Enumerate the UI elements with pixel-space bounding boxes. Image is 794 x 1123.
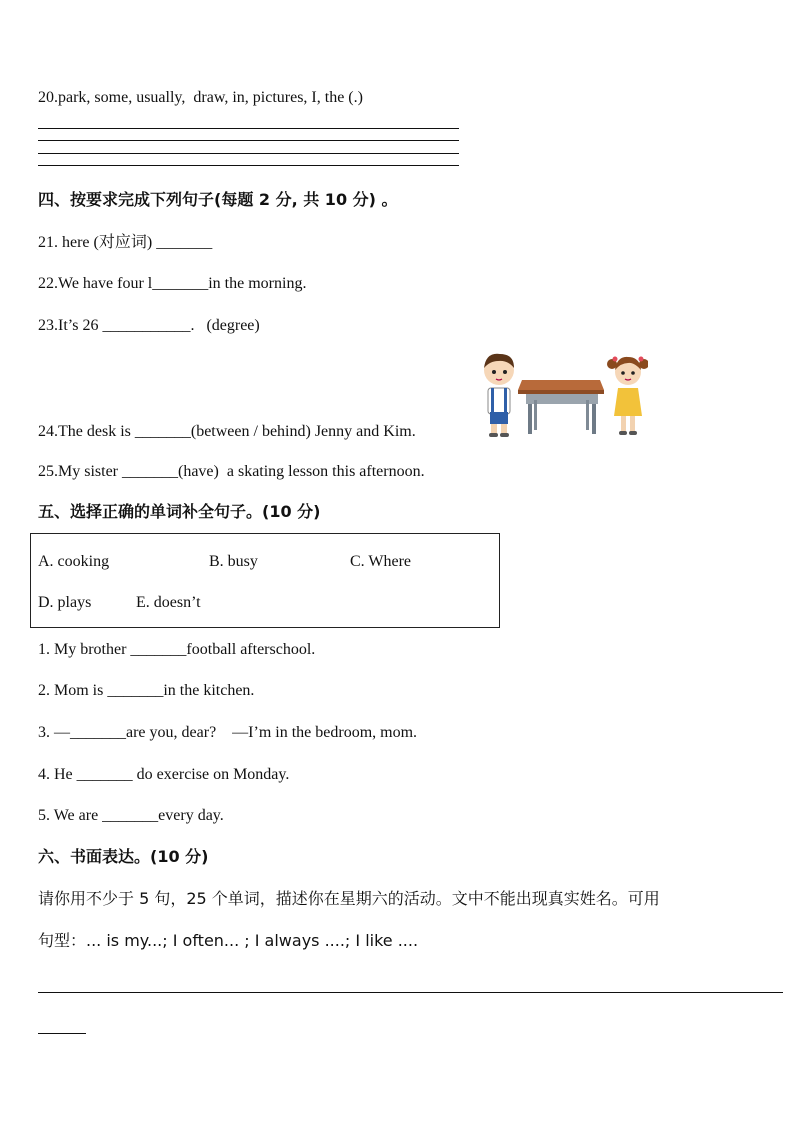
answer-line: [38, 128, 459, 129]
writing-prompt: 请你用不少于 5 句，25 个单词，描述你在星期六的活动。文中不能出现真实姓名。可用: [38, 889, 660, 908]
girl-figure: [607, 357, 648, 436]
section-5-item-5: 5. We are _______every day.: [38, 807, 224, 824]
option-e: E. doesn’t: [136, 594, 201, 611]
section-5-item-2: 2. Mom is _______in the kitchen.: [38, 682, 255, 699]
word-bank-box: [30, 533, 500, 628]
section-5-item-4: 4. He _______ do exercise on Monday.: [38, 766, 290, 783]
answer-line: [38, 165, 459, 166]
option-c: C. Where: [350, 553, 412, 570]
section-4-heading: 四、按要求完成下列句子(每题 2 分, 共 10 分) 。: [38, 190, 398, 209]
question-22: 22.We have four l_______in the morning.: [38, 275, 307, 292]
option-a: A. cooking: [38, 553, 110, 570]
answer-line: [38, 140, 459, 141]
option-b: B. busy: [209, 553, 258, 570]
section-5-item-3: 3. —_______are you, dear? —I’m in the bedroom, mom.: [38, 724, 418, 741]
section-5-heading: 五、选择正确的单词补全句子。(10 分): [38, 502, 321, 521]
question-23: 23.It’s 26 ___________. (degree): [38, 317, 260, 334]
question-24: 24.The desk is _______(between / behind) Jenny and Kim.: [38, 423, 416, 440]
boy-figure: [484, 354, 514, 437]
writing-line: [38, 1033, 86, 1034]
section-5-item-1: 1. My brother _______football afterschool.: [38, 641, 316, 658]
question-20: 20.park, some, usually, draw, in, pictures, I, the (.): [38, 89, 363, 106]
option-d: D. plays: [38, 594, 92, 611]
question-25: 25.My sister _______(have) a skating lesson this afternoon.: [38, 463, 425, 480]
desk-figure: [518, 380, 604, 434]
question-21: 21. here (对应词) _______: [38, 234, 213, 251]
writing-line: [38, 992, 783, 993]
writing-prompt-patterns: 句型：... is my...; I often... ; I always ....; I like ....: [38, 931, 419, 950]
section-6-heading: 六、书面表达。(10 分): [38, 847, 209, 866]
boy-desk-girl-illustration: [478, 350, 648, 440]
answer-line: [38, 153, 459, 154]
